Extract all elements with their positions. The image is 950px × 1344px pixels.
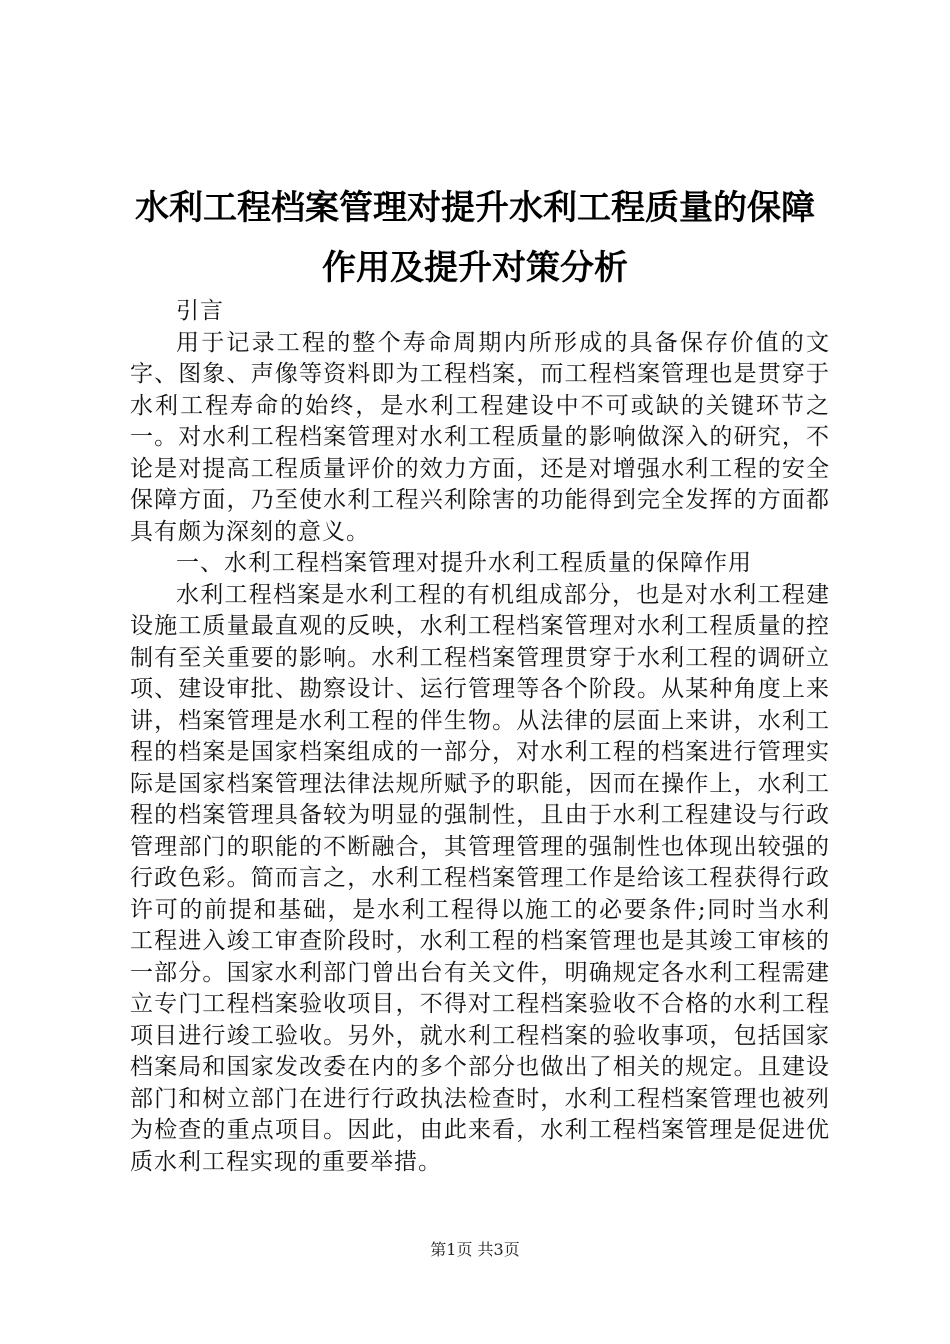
paragraph-intro: 用于记录工程的整个寿命周期内所形成的具备保存价值的文字、图象、声像等资料即为工程档案，而工程档案管理也是贯穿于水利工程寿命的始终，是水利工程建设中不可或缺的关键环节之一。对水利工程档案管理对水利工程质量的影响做深入的研究，不论是对提高工程质量评价的效力方面，还是对增强水利工程的安全保障方面，乃至使水利工程兴利除害的功能得到完全发挥的方面都具有颇为深刻的意义。: [130, 329, 830, 545]
paragraph-section-heading: 一、水利工程档案管理对提升水利工程质量的保障作用: [176, 550, 752, 576]
document-title-line1: 水利工程档案管理对提升水利工程质量的保障: [135, 188, 815, 228]
document-body: [130, 296, 830, 1178]
page-footer: 第1页 共3页: [430, 1240, 520, 1259]
document-title-line2: 作用及提升对策分析: [322, 248, 628, 288]
paragraph-intro-heading: 引言: [176, 298, 224, 324]
paragraph-section-body: 水利工程档案是水利工程的有机组成部分，也是对水利工程建设施工质量最直观的反映，水利工程档案管理对水利工程质量的控制有至关重要的影响。水利工程档案管理贯穿于水利工程的调研立项、建设审批、勘察设计、运行管理等各个阶段。从某种角度上来讲，档案管理是水利工程的伴生物。从法律的层面上来讲，水利工程的档案是国家档案组成的一部分，对水利工程的档案进行管理实际是国家档案管理法律法规所赋予的职能，因而在操作上，水利工程的档案管理具备较为明显的强制性，且由于水利工程建设与行政管理部门的职能的不断融合，其管理管理的强制性也体现出较强的行政色彩。简而言之，水利工程档案管理工作是给该工程获得行政许可的前提和基础，是水利工程得以施工的必要条件;同时当水利工程进入竣工审查阶段时，水利工程的档案管理也是其竣工审核的一部分。国家水利部门曾出台有关文件，明确规定各水利工程需建立专门工程档案验收项目，不得对工程档案验收不合格的水利工程项目进行竣工验收。另外，就水利工程档案的验收事项，包括国家档案局和国家发改委在内的多个部分也做出了相关的规定。且建设部门和树立部门在进行行政执法检查时，水利工程档案管理也被列为检查的重点项目。因此，由此来看，水利工程档案管理是促进优质水利工程实现的重要举措。: [130, 581, 830, 1175]
